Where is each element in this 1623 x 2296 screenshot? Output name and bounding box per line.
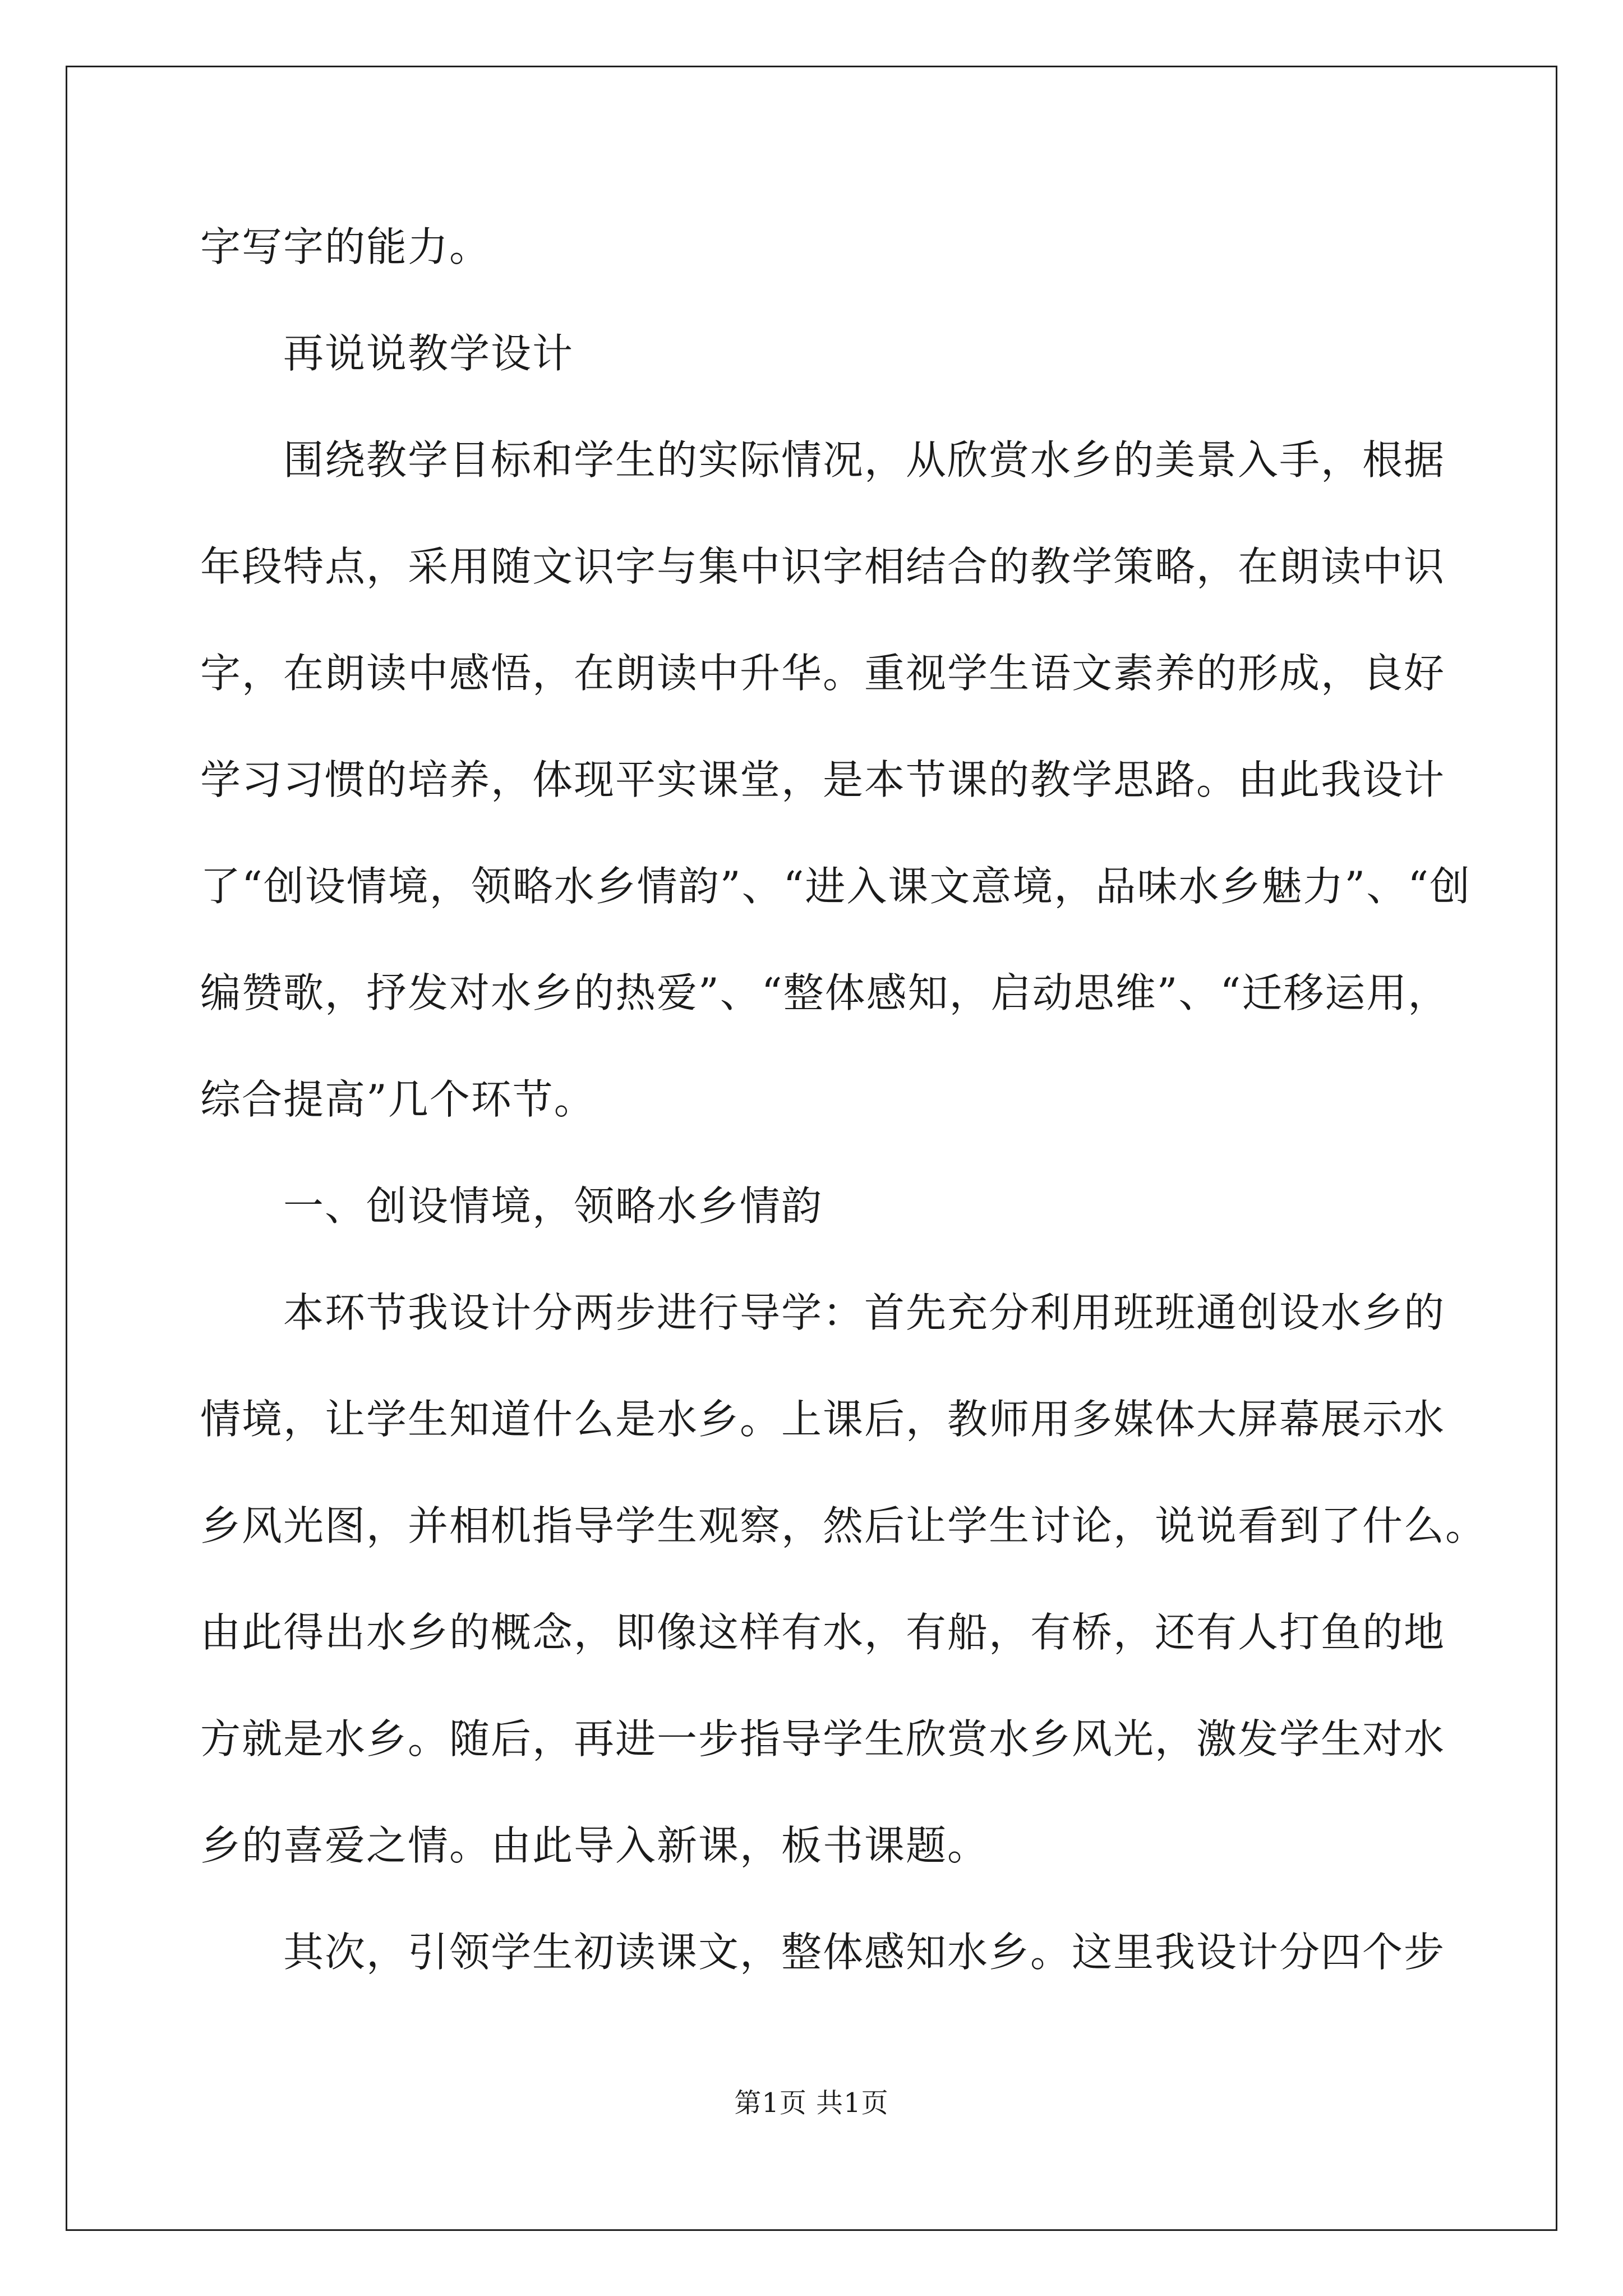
text-line: 了“创设情境，领略水乡情韵”、“进入课文意境，品味水乡魅力”、“创 — [200, 863, 1472, 910]
text-line: 其次，引领学生初读课文，整体感知水乡。这里我设计分四个步 — [283, 1929, 1446, 1976]
text-line: 学习习惯的培养，体现平实课堂，是本节课的教学思路。由此我设计 — [200, 756, 1446, 803]
text-line: 围绕教学目标和学生的实际情况，从欣赏水乡的美景入手，根据 — [283, 436, 1446, 484]
text-line: 乡风光图，并相机指导学生观察，然后让学生讨论，说说看到了什么。 — [200, 1502, 1487, 1549]
text-line: 由此得出水乡的概念，即像这样有水，有船，有桥，还有人打鱼的地 — [200, 1609, 1446, 1656]
text-line: 综合提高”几个环节。 — [200, 1076, 596, 1123]
page-number-footer: 第1页 共1页 — [734, 2087, 889, 2119]
text-line: 乡的喜爱之情。由此导入新课，板书课题。 — [200, 1822, 989, 1869]
text-line: 年段特点，采用随文识字与集中识字相结合的教学策略，在朗读中识 — [200, 543, 1446, 590]
text-line: 编赞歌，抒发对水乡的热爱”、“整体感知，启动思维”、“迁移运用， — [200, 969, 1450, 1016]
text-line: 字写字的能力。 — [200, 223, 491, 270]
document-body — [200, 194, 1487, 2005]
text-line: 本环节我设计分两步进行导学：首先充分利用班班通创设水乡的 — [283, 1289, 1446, 1336]
section-heading: 一、创设情境，领略水乡情韵 — [283, 1182, 823, 1230]
text-line: 方就是水乡。随后，再进一步指导学生欣赏水乡风光，激发学生对水 — [200, 1715, 1446, 1763]
text-line: 情境，让学生知道什么是水乡。上课后，教师用多媒体大屏幕展示水 — [200, 1396, 1446, 1443]
section-heading: 再说说教学设计 — [283, 330, 574, 377]
text-line: 字，在朗读中感悟，在朗读中升华。重视学生语文素养的形成，良好 — [200, 650, 1446, 697]
